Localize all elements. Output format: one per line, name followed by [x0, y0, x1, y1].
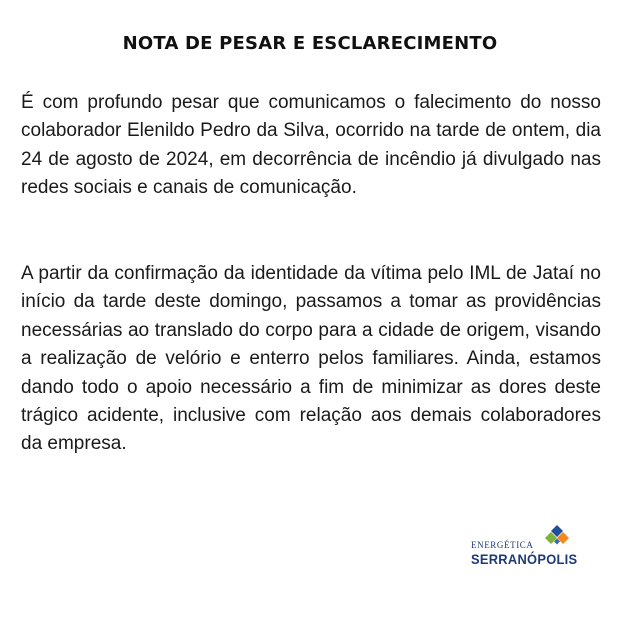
paragraph-2: A partir da confirmação da identidade da vítima pelo IML de Jataí no início da tarde deste domingo, passamos a tomar as providências necessárias ao translado do corpo para a cidade de origem, visando a realização de velório e enterro pelos familiares. Ainda, estamos dando todo o apoio necessário a fim de minimizar as dores deste trágico acidente, inclusive com relação aos demais colaboradores da empresa. — [21, 263, 601, 455]
page-title: NOTA DE PESAR E ESCLARECIMENTO — [122, 33, 498, 54]
logo-text-energetica: ENERGÉTICA — [471, 540, 534, 550]
diamond-cluster-icon — [542, 524, 572, 554]
company-logo — [469, 524, 594, 572]
paragraph-1: É com profundo pesar que comunicamos o falecimento do nosso colaborador Elenildo Pedro da Silva, ocorrido na tarde de ontem, dia 24 de agosto de 2024, em decorrência de incêndio já divulgado nas redes sociais e canais de comunicação. — [21, 92, 601, 199]
logo-text-serranopolis: SERRANÓPOLIS — [471, 551, 578, 567]
